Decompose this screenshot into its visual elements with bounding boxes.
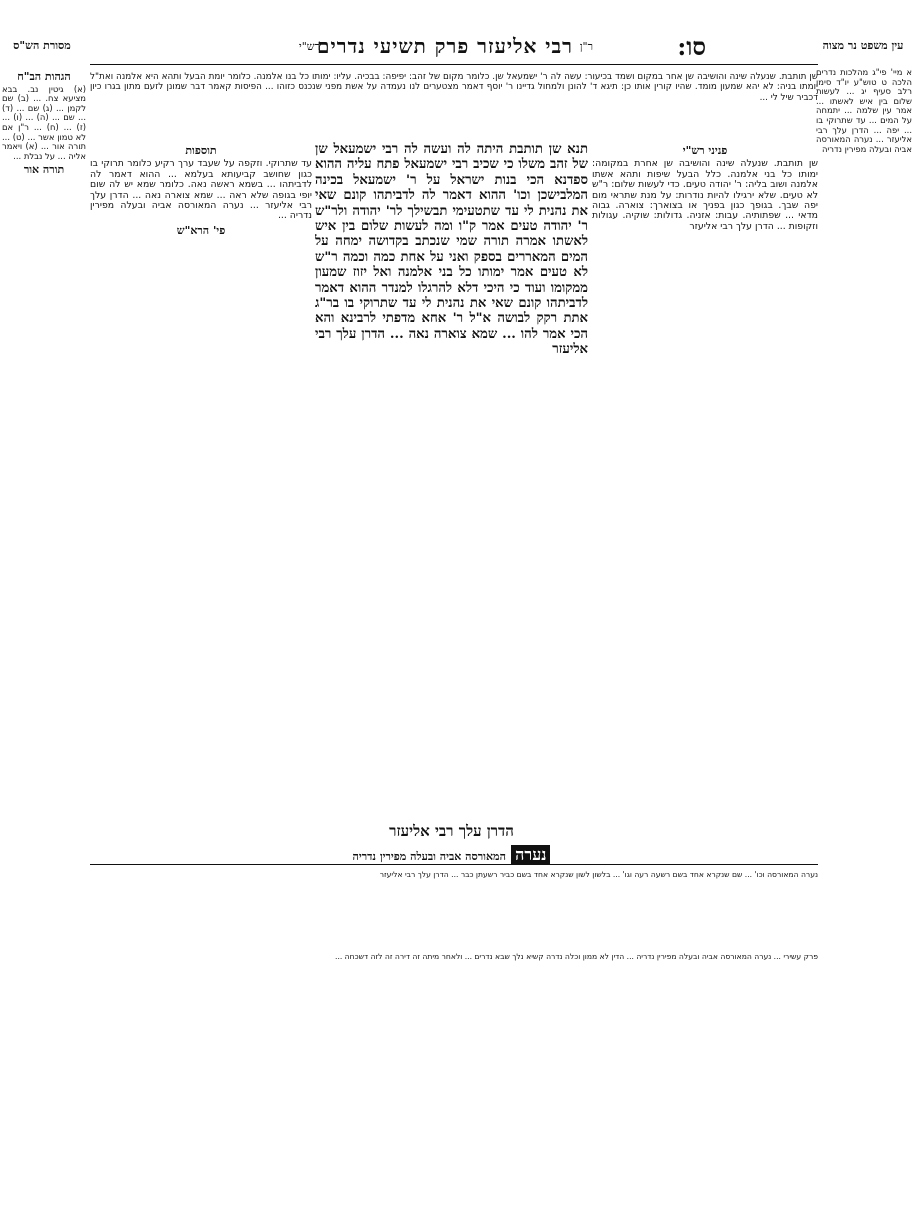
tosafot-text: עד שתרוקי. וזקפה על שעבד ערך רקיע כלומר תרוקי בו כגון שחושב קביעותא בעלמא ... ההוא דאמר לה לדביתהו ... בשמא ראשה נאה. כלומר שמא יש לה שום יופי בגופה שלא ראה ... שמא צוארה נאה ... הדרן עלך רבי אליעזר ... נערה המאורסה אביה ובעלה מפירין נדריה ... — [90, 158, 312, 222]
page-header — [90, 30, 818, 65]
ran-commentary-top: שן תותבת. שנעלה שינה והושיבה שן אחר במקום ושמד בכיעור: עשה לה ר' ישמעאל שן. כלומר מקום של זהב: יפיפה: בבכיה. עליו: ימותו כל בנו אלמנה. כלומר יומת הבעל ותהא היא אלמנה ואת"ל יומתו בניה: לא יהא שמעון מומד. שהיו קורין אותו כן: תיגא ד' להונן ולמחול גדיינו ר' יוסף דאמר מצטערים לנו נעמדה על אשת מפני שנכנס כזוהו ... הפיסות קאמר דבר שמונן לזעם מתון בגרו כיון דכביר שיל לי ... — [90, 72, 818, 103]
ein-mishpat-column — [816, 68, 912, 808]
chapter-opening-word: נערה — [511, 845, 550, 865]
tosafot-column — [90, 142, 312, 842]
ein-mishpat-text: א מיי' פי"ג מהלכות נדרים הלכה ט טוש"ע יו"ד סימן רלב סעיף יג ... לעשות שלום בין איש לאשתו ... אמר עין שלמה ... יתמחה על המים ... עד שתרוקי בו ... יפה ... הדרן עלך רבי אליעזר ... נערה המאורסה אביה ובעלה מפירין נדריה — [816, 68, 912, 154]
torah-or-heading: תורה אור — [23, 163, 65, 177]
rule-bottom — [90, 864, 818, 865]
hadran-line: הדרן עלך רבי אליעזר — [389, 822, 514, 840]
tosafot-heading: תוספות — [185, 144, 217, 157]
page-title: רבי אליעזר פרק תשיעי נדרים — [317, 34, 573, 58]
masoret-hashas-heading: מסורת הש"ס — [13, 39, 71, 52]
hadran-block — [315, 822, 588, 865]
rashi-commentary — [592, 142, 818, 672]
masoret-text: (א) גיטין נב. בבא מציעא צח. ... (ב) שם לקמן ... (ג) שם ... (ד) ... שם ... (ה) ... (ו) ... (ז) ... (ח) ... ר"ן אם לא טמון אשר ... (ט) ... תורה אור ... (א) ויאמר אליה ... על נבלת ... — [2, 83, 86, 161]
pi-harosh-heading: פי' הרא"ש — [176, 223, 226, 237]
daf-number: סו: — [677, 32, 706, 61]
rashi-text: שן תותבת. שנעלה שינה והושיבה שן אחרת במקומה: ימותו כל בני אלמנה. כלל הבעל שיפות ותהא אשתו אלמנה ושוב בליה: ר' יהודה טעים. כדי לעשות שלום: ר"ש לא טעים. שלא ירגילו להיות נודרות: על מנת שתראי מום יפה שבך. בגופך כגון בפניך או בצוארך: צוארה. גבוה מדאי ... שפתותיה. עבות: אזניה. גדולות: שוקיה. עגולות וזקופות ... הדרן עלך רבי אליעזר — [592, 158, 818, 232]
rashi-label: רש"י — [298, 40, 320, 53]
masoret-column — [2, 68, 86, 848]
ran-label: ר"ן — [579, 40, 593, 53]
haggahot-heading: הגהות הב"ח — [17, 70, 71, 83]
bottom-commentary: נערה המאורסה וכו' ... שם שנקרא אחד בשם רשעה רעה וגו' ... בלשון לשון שנקרא אחד בשם כביר רשעתן כבר ... הדרן עלך רבי אליעזר — [379, 870, 818, 879]
ein-mishpat-heading: עין משפט נר מצוה — [822, 39, 904, 52]
gemara-text: תנא שן תותבת היתה לה ועשה לה רבי ישמעאל שן של זהב משלו כי שכיב רבי ישמעאל פתח עליה ההוא ספדנא הכי בנות ישראל על ר' ישמעאל בכינה המלבישכן וכו' ההוא דאמר לה לדביתהו קונם שאי את נהנית לי עד שתטעימי תבשילך לר' יהודה ולר"ש ר' יהודה טעים אמר ק"ו ומה לעשות שלום בין איש לאשתו אמרה תורה שמי שנכתב בקדושה ימחה על המים המאררים בספק ואני על אחת כמה וכמה ר"ש לא טעים אמר ימותו כל בני אלמנה ואל יזוז שמעון ממקומו ועוד כי היכי דלא להרגלו למנדר ההוא דאמר לדביתהו קונם שאי את נהנית לי עד שתרוקי בו בר"ג אתת רקק לבושה א"ל ר' אחא מדפתי לרבינא והא הכי אמר להו ... שמא צוארה נאה ... הדרן עלך רבי אליעזר — [315, 142, 588, 358]
mishnah-opening: המאורסה אביה ובעלה מפירין נדריה — [352, 850, 506, 863]
penei-rashi-heading: פניני רש"י — [682, 144, 728, 157]
bottom-commentary-2: פרק עשירי ... נערה המאורסה אביה ובעלה מפירין נדריה ... הדין לא ממון וכלה נדרה קשיא נלך שבא נדרים ... ולאחר מיתה זה דירה זה לזה דשכחה ... — [335, 952, 818, 961]
